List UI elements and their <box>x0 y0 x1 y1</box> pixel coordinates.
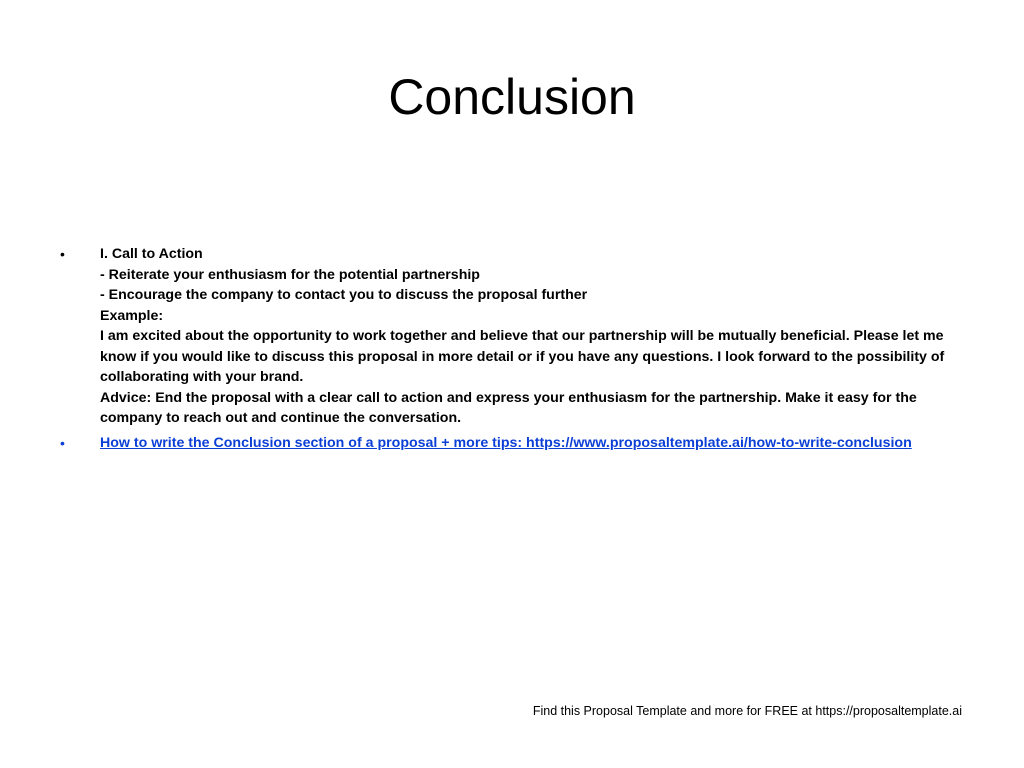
slide-content <box>56 244 968 457</box>
slide-title: Conclusion <box>388 69 636 125</box>
bullet-icon: • <box>60 246 65 262</box>
tips-link[interactable]: How to write the Conclusion section of a proposal + more tips: https://www.proposaltemplate.ai/how-to-write-conclusion <box>100 434 912 451</box>
example-text: I am excited about the opportunity to work together and believe that our partnership will be mutually beneficial. Please let me know if you would like to discuss this proposal in more detail or if you have any questions. I look forward to the possibility of collaborating with your brand. <box>100 328 945 385</box>
link-container <box>100 433 968 454</box>
bullet-item-link <box>56 433 968 454</box>
bullet-item-call-to-action <box>56 244 968 429</box>
footer-text: Find this Proposal Template and more for FREE at https://proposaltemplate.ai <box>532 704 962 718</box>
point-encourage: - Encourage the company to contact you to discuss the proposal further <box>100 287 588 303</box>
point-reiterate: - Reiterate your enthusiasm for the potential partnership <box>100 266 480 283</box>
example-label: Example: <box>100 307 164 324</box>
advice-text: Advice: End the proposal with a clear call to action and express your enthusiasm for the partnership. Make it easy for the company to reach out and continue the conversation. <box>100 389 917 426</box>
bullet-text <box>100 244 968 429</box>
section-heading: I. Call to Action <box>100 246 203 262</box>
bullet-icon: • <box>60 434 65 451</box>
